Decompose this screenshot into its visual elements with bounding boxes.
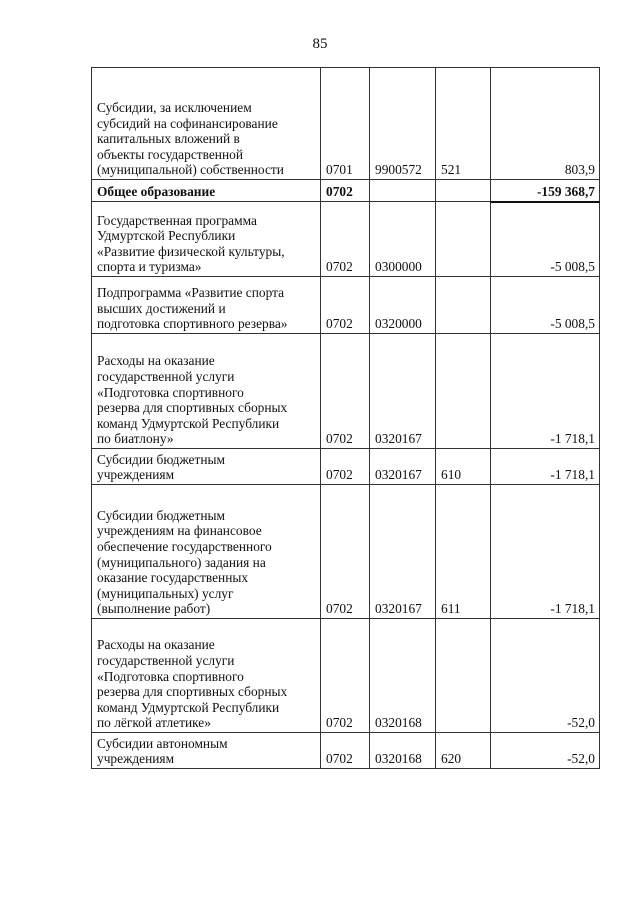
page-number: 85 bbox=[312, 36, 328, 52]
row-section-code: 0702 bbox=[321, 619, 370, 733]
row-description bbox=[92, 277, 321, 334]
description-line: подготовка спортивного резерва» bbox=[97, 316, 288, 332]
row-description bbox=[92, 334, 321, 449]
row-section-code: 0701 bbox=[321, 68, 370, 180]
table-row bbox=[92, 68, 600, 180]
description-line: «Подготовка спортивного bbox=[97, 668, 244, 684]
table-row bbox=[92, 485, 600, 619]
row-section-code: 0702 bbox=[321, 449, 370, 485]
description-line: учреждениям bbox=[97, 751, 175, 767]
row-target-code: 0320168 bbox=[370, 733, 436, 769]
row-expense-type bbox=[436, 202, 491, 277]
row-description bbox=[92, 619, 321, 733]
row-section-code: 0702 bbox=[321, 277, 370, 334]
description-line: объекты государственной bbox=[97, 146, 244, 162]
description-line: (муниципального) задания на bbox=[97, 554, 266, 570]
description-line: спорта и туризма» bbox=[97, 259, 202, 275]
row-expense-type: 610 bbox=[436, 449, 491, 485]
row-section-code: 0702 bbox=[321, 202, 370, 277]
table-row bbox=[92, 180, 600, 202]
row-description bbox=[92, 485, 321, 619]
row-amount: -1 718,1 bbox=[491, 449, 600, 485]
row-section-code: 0702 bbox=[321, 485, 370, 619]
row-expense-type: 611 bbox=[436, 485, 491, 619]
description-line: капитальных вложений в bbox=[97, 131, 240, 147]
row-amount: -5 008,5 bbox=[491, 202, 600, 277]
row-expense-type bbox=[436, 334, 491, 449]
description-line: Субсидии, за исключением bbox=[97, 100, 252, 116]
row-target-code: 9900572 bbox=[370, 68, 436, 180]
description-line: (муниципальной) собственности bbox=[97, 162, 284, 178]
budget-table-body bbox=[92, 68, 600, 769]
description-line: оказание государственных bbox=[97, 570, 249, 586]
description-line: Расходы на оказание bbox=[97, 637, 215, 653]
description-line: резерва для спортивных сборных bbox=[97, 684, 288, 700]
description-line: Субсидии бюджетным bbox=[97, 451, 225, 467]
budget-table bbox=[91, 67, 600, 769]
table-row bbox=[92, 619, 600, 733]
row-section-code: 0702 bbox=[321, 334, 370, 449]
row-amount: -5 008,5 bbox=[491, 277, 600, 334]
description-line: государственной услуги bbox=[97, 369, 235, 385]
description-line: обеспечение государственного bbox=[97, 539, 272, 555]
description-line: Удмуртской Республики bbox=[97, 228, 236, 244]
row-description bbox=[92, 202, 321, 277]
description-line: (муниципальных) услуг bbox=[97, 585, 234, 601]
row-target-code bbox=[370, 180, 436, 202]
row-section-code: 0702 bbox=[321, 733, 370, 769]
description-line: учреждениям bbox=[97, 467, 175, 483]
row-section-code: 0702 bbox=[321, 180, 370, 202]
description-line: по лёгкой атлетике» bbox=[97, 715, 211, 731]
row-amount: -52,0 bbox=[491, 619, 600, 733]
row-expense-type bbox=[436, 277, 491, 334]
row-description bbox=[92, 180, 321, 202]
row-description bbox=[92, 449, 321, 485]
description-line: по биатлону» bbox=[97, 431, 174, 447]
description-line: Государственная программа bbox=[97, 212, 257, 228]
row-target-code: 0320167 bbox=[370, 449, 436, 485]
description-line: «Подготовка спортивного bbox=[97, 384, 244, 400]
row-expense-type: 620 bbox=[436, 733, 491, 769]
row-amount: -1 718,1 bbox=[491, 334, 600, 449]
description-line: государственной услуги bbox=[97, 653, 235, 669]
description-line: Субсидии автономным bbox=[97, 735, 228, 751]
description-line: Расходы на оказание bbox=[97, 353, 215, 369]
description-line: субсидий на софинансирование bbox=[97, 115, 278, 131]
description-line: команд Удмуртской Республики bbox=[97, 415, 280, 431]
row-description bbox=[92, 733, 321, 769]
description-line: «Развитие физической культуры, bbox=[97, 243, 285, 259]
row-amount: -1 718,1 bbox=[491, 485, 600, 619]
row-expense-type bbox=[436, 180, 491, 202]
description-line: (выполнение работ) bbox=[97, 601, 211, 617]
row-amount: 803,9 bbox=[491, 68, 600, 180]
row-expense-type: 521 bbox=[436, 68, 491, 180]
table-row bbox=[92, 202, 600, 277]
description-line: резерва для спортивных сборных bbox=[97, 400, 288, 416]
row-target-code: 0320167 bbox=[370, 485, 436, 619]
table-row bbox=[92, 277, 600, 334]
row-target-code: 0320168 bbox=[370, 619, 436, 733]
description-line: Подпрограмма «Развитие спорта bbox=[97, 285, 285, 301]
row-target-code: 0300000 bbox=[370, 202, 436, 277]
row-target-code: 0320167 bbox=[370, 334, 436, 449]
table-row bbox=[92, 334, 600, 449]
description-line: Субсидии бюджетным bbox=[97, 507, 225, 523]
table-row bbox=[92, 733, 600, 769]
row-amount: -52,0 bbox=[491, 733, 600, 769]
row-description bbox=[92, 68, 321, 180]
description-line: высших достижений и bbox=[97, 300, 226, 316]
description-line: учреждениям на финансовое bbox=[97, 523, 262, 539]
row-target-code: 0320000 bbox=[370, 277, 436, 334]
description-line: команд Удмуртской Республики bbox=[97, 699, 280, 715]
row-expense-type bbox=[436, 619, 491, 733]
table-row bbox=[92, 449, 600, 485]
description-line: Общее образование bbox=[97, 184, 216, 200]
row-amount: -159 368,7 bbox=[491, 180, 600, 202]
